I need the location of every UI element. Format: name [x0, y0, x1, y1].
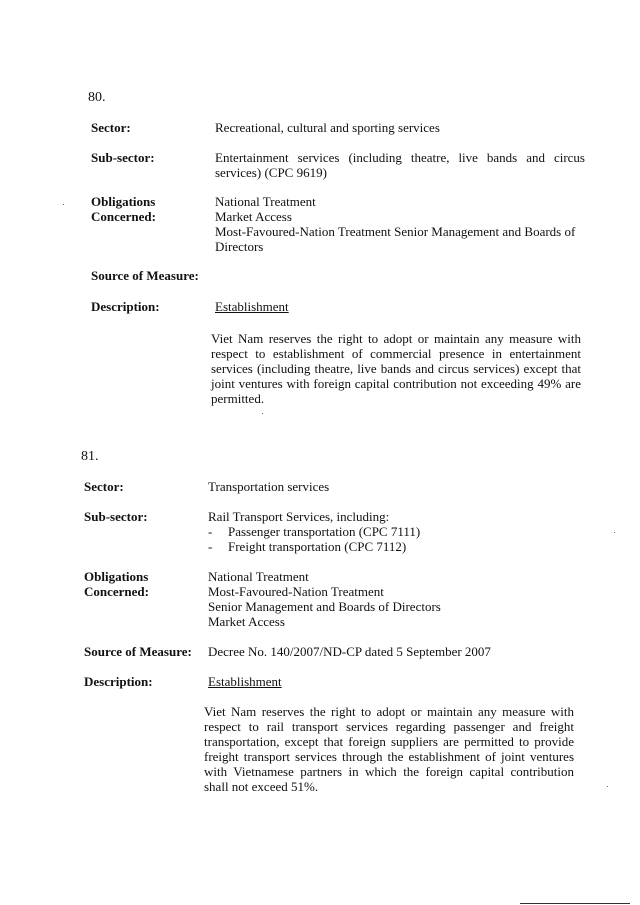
obligation-item: Most-Favoured-Nation Treatment Senior Management and Boards of Directors — [215, 224, 576, 254]
sector-label: Sector: — [91, 120, 131, 135]
obligations-label — [91, 194, 156, 224]
subsector-value — [208, 509, 578, 554]
sector-value: Recreational, cultural and sporting services — [215, 120, 440, 135]
subsector-item-text: Passenger transportation (CPC 7111) — [228, 524, 421, 539]
obligations-label-line1: Obligations — [91, 194, 156, 209]
description-text: Viet Nam reserves the right to adopt or maintain any measure with respect to establishment of commercial presence in entertainment services (including theatre, live bands and circus services) except that joint ventures with foreign capital contribution not exceeding 49% are permitted. — [211, 331, 581, 406]
description-text: Viet Nam reserves the right to adopt or maintain any measure with respect to rail transport services regarding passenger and freight transportation, except that foreign suppliers are permitted to provide freight transport services through the establishment of joint ventures with Vietnamese partners in which the foreign capital contribution shall not exceed 51%. — [204, 704, 574, 794]
obligations-label-line1: Obligations — [84, 569, 149, 584]
sector-value: Transportation services — [208, 479, 330, 494]
source-label: Source of Measure: — [91, 268, 199, 283]
scan-speck — [614, 532, 615, 533]
subsector-item-text: Freight transportation (CPC 7112) — [228, 539, 407, 554]
footer-rule — [520, 903, 630, 904]
source-label: Source of Measure: — [84, 644, 192, 659]
subsector-label: Sub-sector: — [91, 150, 155, 165]
scan-speck — [262, 413, 263, 414]
subsector-label: Sub-sector: — [84, 509, 148, 524]
obligation-item: Most-Favoured-Nation Treatment — [208, 584, 384, 599]
obligation-item: Market Access — [208, 614, 285, 629]
description-label: Description: — [91, 299, 160, 314]
subsector-intro: Rail Transport Services, including: — [208, 509, 390, 524]
scan-speck — [607, 786, 608, 787]
obligations-list — [208, 569, 578, 629]
obligations-label-line2: Concerned: — [91, 209, 156, 224]
obligations-label — [84, 569, 149, 599]
scan-speck — [63, 204, 64, 205]
subsector-value: Entertainment services (including theatre, live bands and circus services) (CPC 9619) — [215, 150, 585, 180]
list-dash: - — [208, 539, 213, 554]
description-label: Description: — [84, 674, 153, 689]
description-heading: Establishment — [215, 299, 289, 314]
subsector-item — [208, 539, 578, 554]
entry-number: 80. — [88, 90, 106, 105]
entry-number: 81. — [81, 449, 99, 464]
obligations-label-line2: Concerned: — [84, 584, 149, 599]
source-value: Decree No. 140/2007/ND-CP dated 5 September 2007 — [208, 644, 491, 659]
obligation-item: Senior Management and Boards of Directors — [208, 599, 441, 614]
obligation-item: National Treatment — [215, 194, 316, 209]
list-dash: - — [208, 524, 213, 539]
subsector-item — [208, 524, 578, 539]
obligations-list — [215, 194, 585, 254]
sector-label: Sector: — [84, 479, 124, 494]
obligation-item: Market Access — [215, 209, 292, 224]
obligation-item: National Treatment — [208, 569, 309, 584]
description-heading: Establishment — [208, 674, 282, 689]
